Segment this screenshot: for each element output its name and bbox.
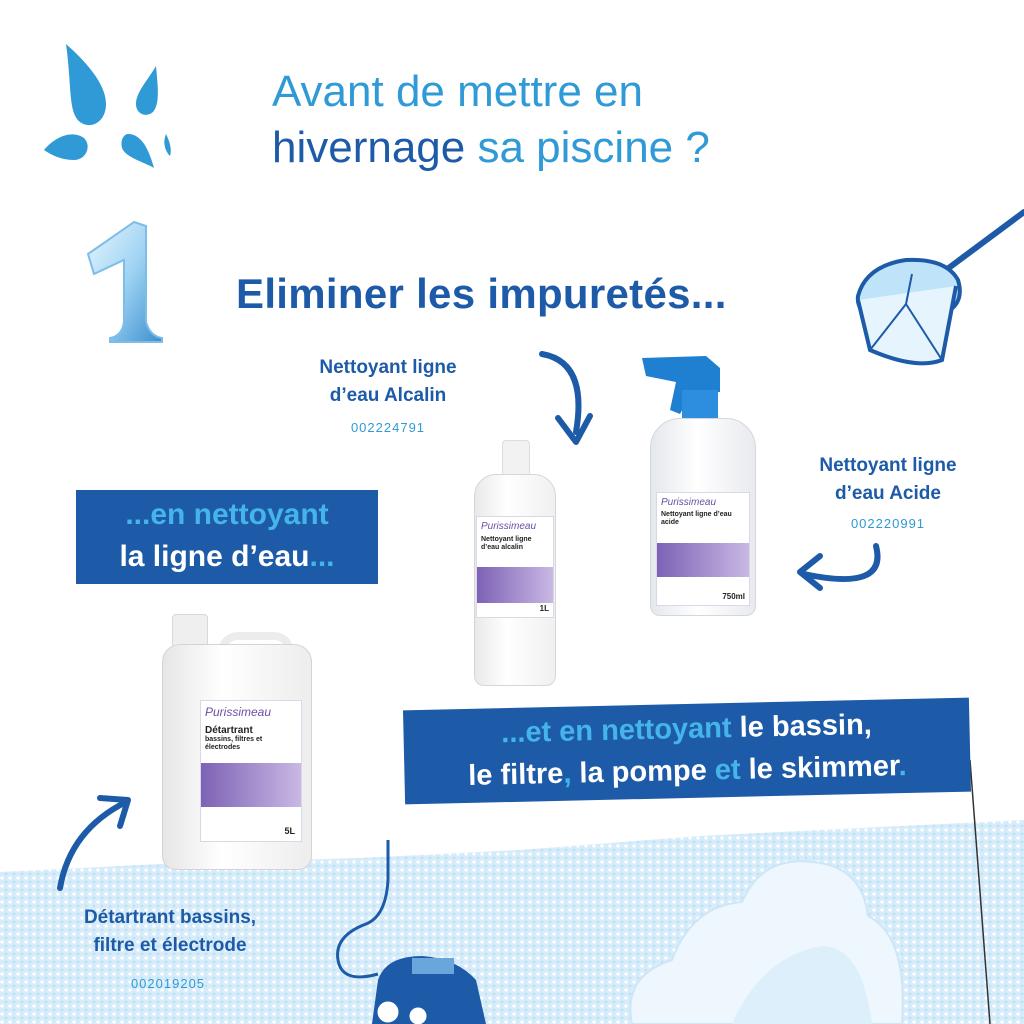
banner2-part7: le skimmer [740,750,899,786]
alcalin-brand: Purissimeau [481,521,537,532]
product-alcalin-code: 002224791 [350,420,426,435]
product-acide-label [770,452,1006,508]
title-line1: Avant de mettre en [272,67,643,116]
skimmer-net-icon [846,200,1024,386]
arrow-up-right-icon [54,790,138,894]
product-acide-code: 002220991 [850,516,926,531]
banner2-part1: ...et en nettoyant [500,711,732,750]
acide-product-name: Nettoyant ligne d’eau acide [661,511,732,526]
pool-robot-icon [326,840,496,1024]
banner1-part1: ...en nettoyant [125,498,329,531]
acide-volume: 750ml [722,592,745,601]
banner2-part6: et [714,753,741,787]
banner2-part4: , [562,757,572,790]
detartrant-brand: Purissimeau [205,705,272,719]
banner2-part3: le filtre [467,757,564,792]
banner2-part8: . [898,750,907,783]
detartrant-volume: 5L [284,826,295,836]
detartrant-jerrycan-image [160,614,312,868]
alcalin-product-name: Nettoyant ligne d’eau alcalin [481,536,532,551]
product-alcalin-line1: Nettoyant ligne [319,357,457,378]
banner2-part5: la pompe [571,754,716,790]
product-detartrant-line2: filtre et électrode [93,935,247,956]
banner2-part2: le bassin, [731,708,873,744]
acide-spray-bottle-image [636,352,768,614]
headline: Eliminer les impuretés... [236,270,727,317]
product-acide-line1: Nettoyant ligne [819,455,957,476]
detartrant-product-name: Détartrant [205,725,253,736]
product-alcalin-label [270,354,506,410]
product-acide-line2: d’eau Acide [835,483,941,504]
product-detartrant-line1: Détartrant bassins, [83,907,257,928]
water-splash-icon [36,38,186,188]
title-line2-light: sa piscine ? [465,123,710,172]
detartrant-product-sub: bassins, filtres et électrodes [205,736,263,751]
spray-trigger-icon [636,352,768,422]
iceberg-image [612,836,912,1024]
pole-line-decoration [960,760,1000,1024]
ice-number-icon [76,214,166,344]
banner1-part3: ... [309,540,335,573]
banner1-part2: la ligne d’eau [119,540,310,573]
banner-bassin [403,698,971,805]
title-line2-dark: hivernage [272,123,466,172]
product-detartrant-label [30,904,310,960]
alcalin-bottle-image [468,440,560,686]
alcalin-volume: 1L [539,604,549,613]
product-alcalin-line2: d’eau Alcalin [329,385,447,406]
page-title [272,64,710,176]
product-detartrant-code: 002019205 [130,976,206,991]
arrow-left-curve-icon [792,540,892,608]
acide-brand: Purissimeau [661,497,717,508]
banner-ligne-eau [76,490,378,584]
step-number-badge [76,214,166,344]
